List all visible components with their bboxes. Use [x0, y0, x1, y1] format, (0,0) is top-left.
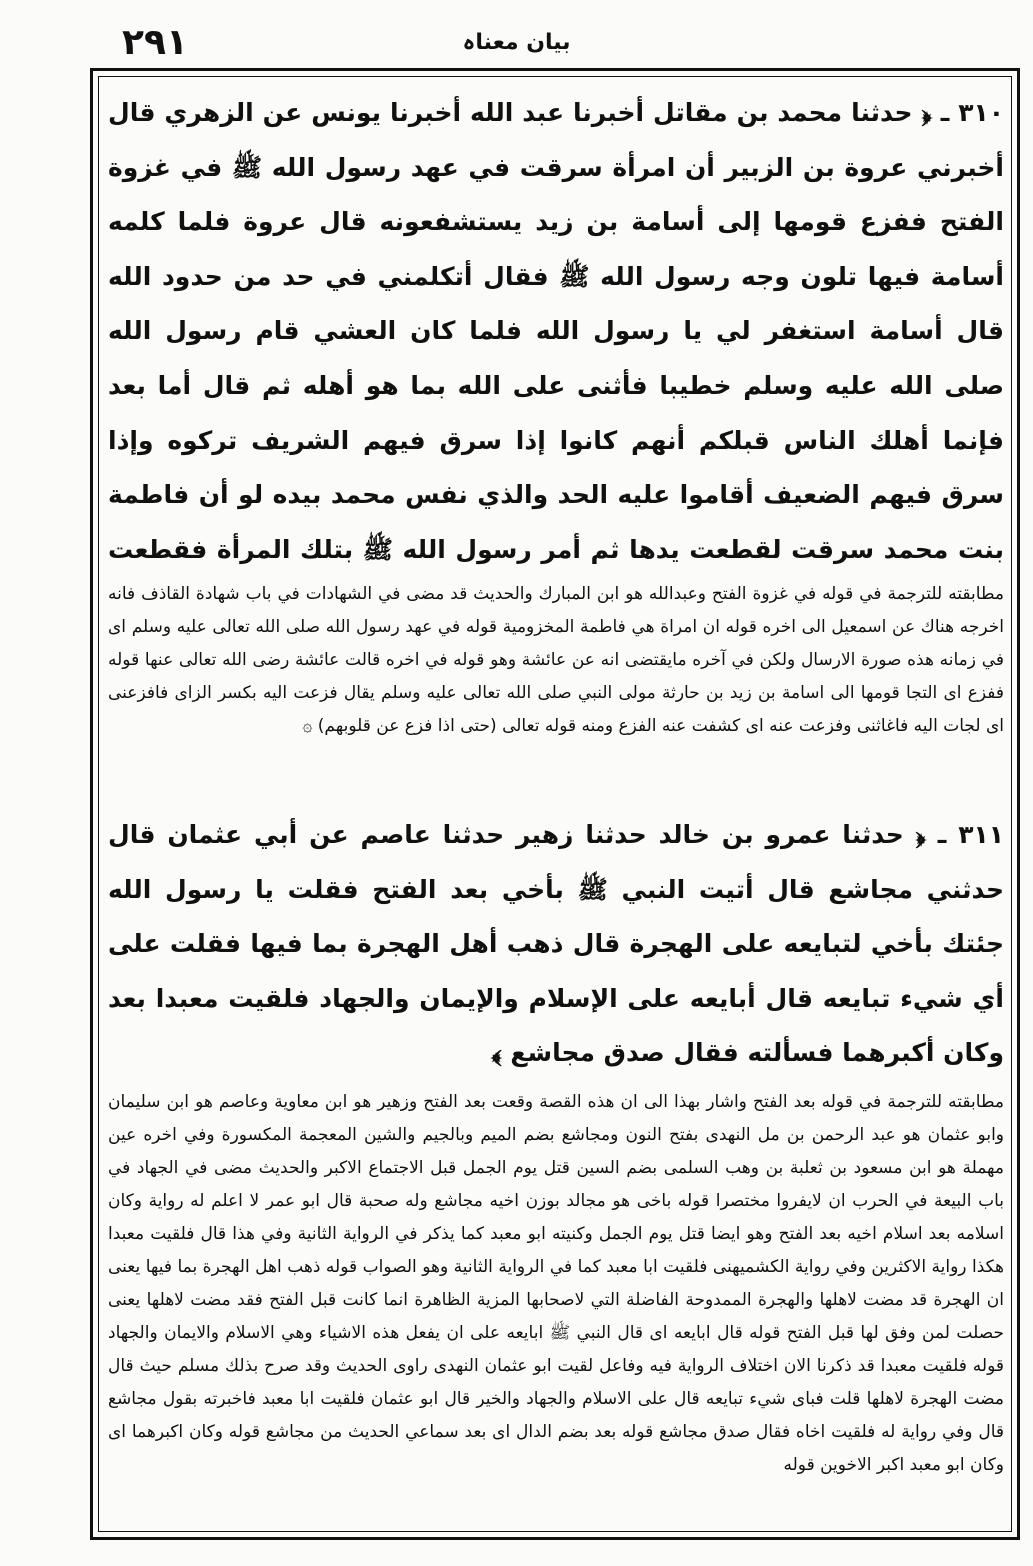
page-number: ۲۹۱ — [122, 22, 188, 63]
hadith-311-text: ﴿ حدثنا عمرو بن خالد حدثنا زهير حدثنا عاصم عن أبي عثمان قال حدثني مجاشع قال أتيت النبي ﷺ بأخي بعد الفتح فقلت يا رسول الله جئتك بأخي لتبايعه على الهجرة قال ذهب أهل الهجرة بما فيها فقلت على أي شيء تبايعه قال أبايعه على الإسلام والإيمان والجهاد فلقيت معبدا بعد وكان أكبرهما فسألته فقال صدق مجاشع ﴾ — [108, 820, 1004, 1068]
hadith-311 — [108, 808, 1004, 1086]
page-content — [108, 86, 1004, 1526]
hadith-311-number: ۳۱۱ ـ — [937, 820, 1004, 849]
hadith-310 — [108, 86, 1004, 578]
hadith-310-text: ﴿ حدثنا محمد بن مقاتل أخبرنا عبد الله أخبرنا يونس عن الزهري قال أخبرني عروة بن الزبير أن امرأة سرقت في عهد رسول الله ﷺ في غزوة الفتح ففزع قومها إلى أسامة بن زيد يستشفعونه قال عروة فلما كلمه أسامة فيها تلون وجه رسول الله ﷺ فقال أتكلمني في حد من حدود الله قال أسامة استغفر لي يا رسول الله فلما كان العشي قام رسول الله صلى الله عليه وسلم خطيبا فأثنى على الله بما هو أهله ثم قال أما بعد فإنما أهلك الناس قبلكم أنهم كانوا إذا سرق فيهم الشريف تركوه وإذا سرق فيهم الضعيف أقاموا عليه الحد والذي نفس محمد بيده لو أن فاطمة بنت محمد سرقت لقطعت يدها ثم أمر رسول الله ﷺ بتلك المرأة فقطعت — [108, 98, 1004, 564]
hadith-311-commentary: مطابقته للترجمة في قوله بعد الفتح واشار بهذا الى ان هذه القصة وقعت بعد الفتح وزهير هو ابن معاوية وعاصم هو ابن سليمان وابو عثمان هو عبد الرحمن بن مل النهدى بفتح النون ومجاشع بضم الميم وبالجيم والشين المعجمة المكسورة وفي اخره عين مهملة هو ابن مسعود بن ثعلبة بن وهب السلمى بضم السين قتل يوم الجمل قبل الاجتماع الاكبر والحديث مضى في الجهاد في باب البيعة في الحرب ان لايفروا مختصرا قوله باخى هو مجالد بوزن اخيه مجاشع وله صحبة قال ابو عمر لا اعلم له رواية وكان اسلامه بعد اسلام اخيه بعد الفتح وهو ايضا قتل يوم الجمل وكنيته ابو معبد كما يذكر في الرواية الثانية وفي هذا قال فلقيت معبدا هكذا رواية الاكثرين وفي رواية الكشميهنى فلقيت ابا معبد كما في الرواية الثانية وهو الصواب قوله ذهب اهل الهجرة بما فيها يعنى ان الهجرة قد مضت لاهلها والهجرة الممدوحة الفاضلة التي لاصحابها المزية الظاهرة انما كانت قبل الفتح فقد مضت لاهلها يعنى حصلت لمن وفق لها قبل الفتح قوله قال ابايعه اى قال النبي ﷺ ابايعه على ان يفعل هذه الاشياء وهي الاسلام والايمان والجهاد قوله فلقيت معبدا قد ذكرنا الان اختلاف الرواية فيه وفاعل لقيت ابو عثمان النهدى راوى الحديث وقد صرح بذلك مسلم حيث قال مضت الهجرة لاهلها قلت فباى شيء تبايعه قال على الاسلام والجهاد والخير قال ابو عثمان فلقيت ابا معبد فاخبرته بقول مجاشع قال وفي رواية له فلقيت اخاه فقال صدق مجاشع قوله بعد بضم الدال اى بعد سماعي الحديث من مجاشع قوله وكان اكبرهما اى وكان ابو معبد اكبر الاخوين قوله — [108, 1092, 1004, 1475]
hadith-310-number: ۳۱۰ ـ — [940, 98, 1004, 127]
running-head: بیان معناہ — [462, 30, 571, 55]
hadith-310-commentary: مطابقته للترجمة في قوله في غزوة الفتح وعبدالله هو ابن المبارك والحديث قد مضى في الشهادات في باب شهادة القاذف فانه اخرجه هناك عن اسمعيل الى اخره قوله ان امراة هي فاطمة المخزومية قوله في عهد رسول الله صلى الله تعالى عليه وسلم اى في زمانه هذه صورة الارسال ولكن في آخره مايقتضى انه عن عائشة وهو قوله في اخره قالت عائشة رضى الله تعالى عنها قوله ففزع اى التجا قومها الى اسامة بن زيد بن حارثة مولى النبي صلى الله تعالى عليه وسلم يقال فزعت اليه بكسر الزاى فافزعنى اى لجات اليه فاغاثنى وفزعت عنه اى كشفت عنه الفزع ومنه قوله تعالى (حتى اذا فزع عن قلوبهم) ۞ — [108, 584, 1004, 736]
